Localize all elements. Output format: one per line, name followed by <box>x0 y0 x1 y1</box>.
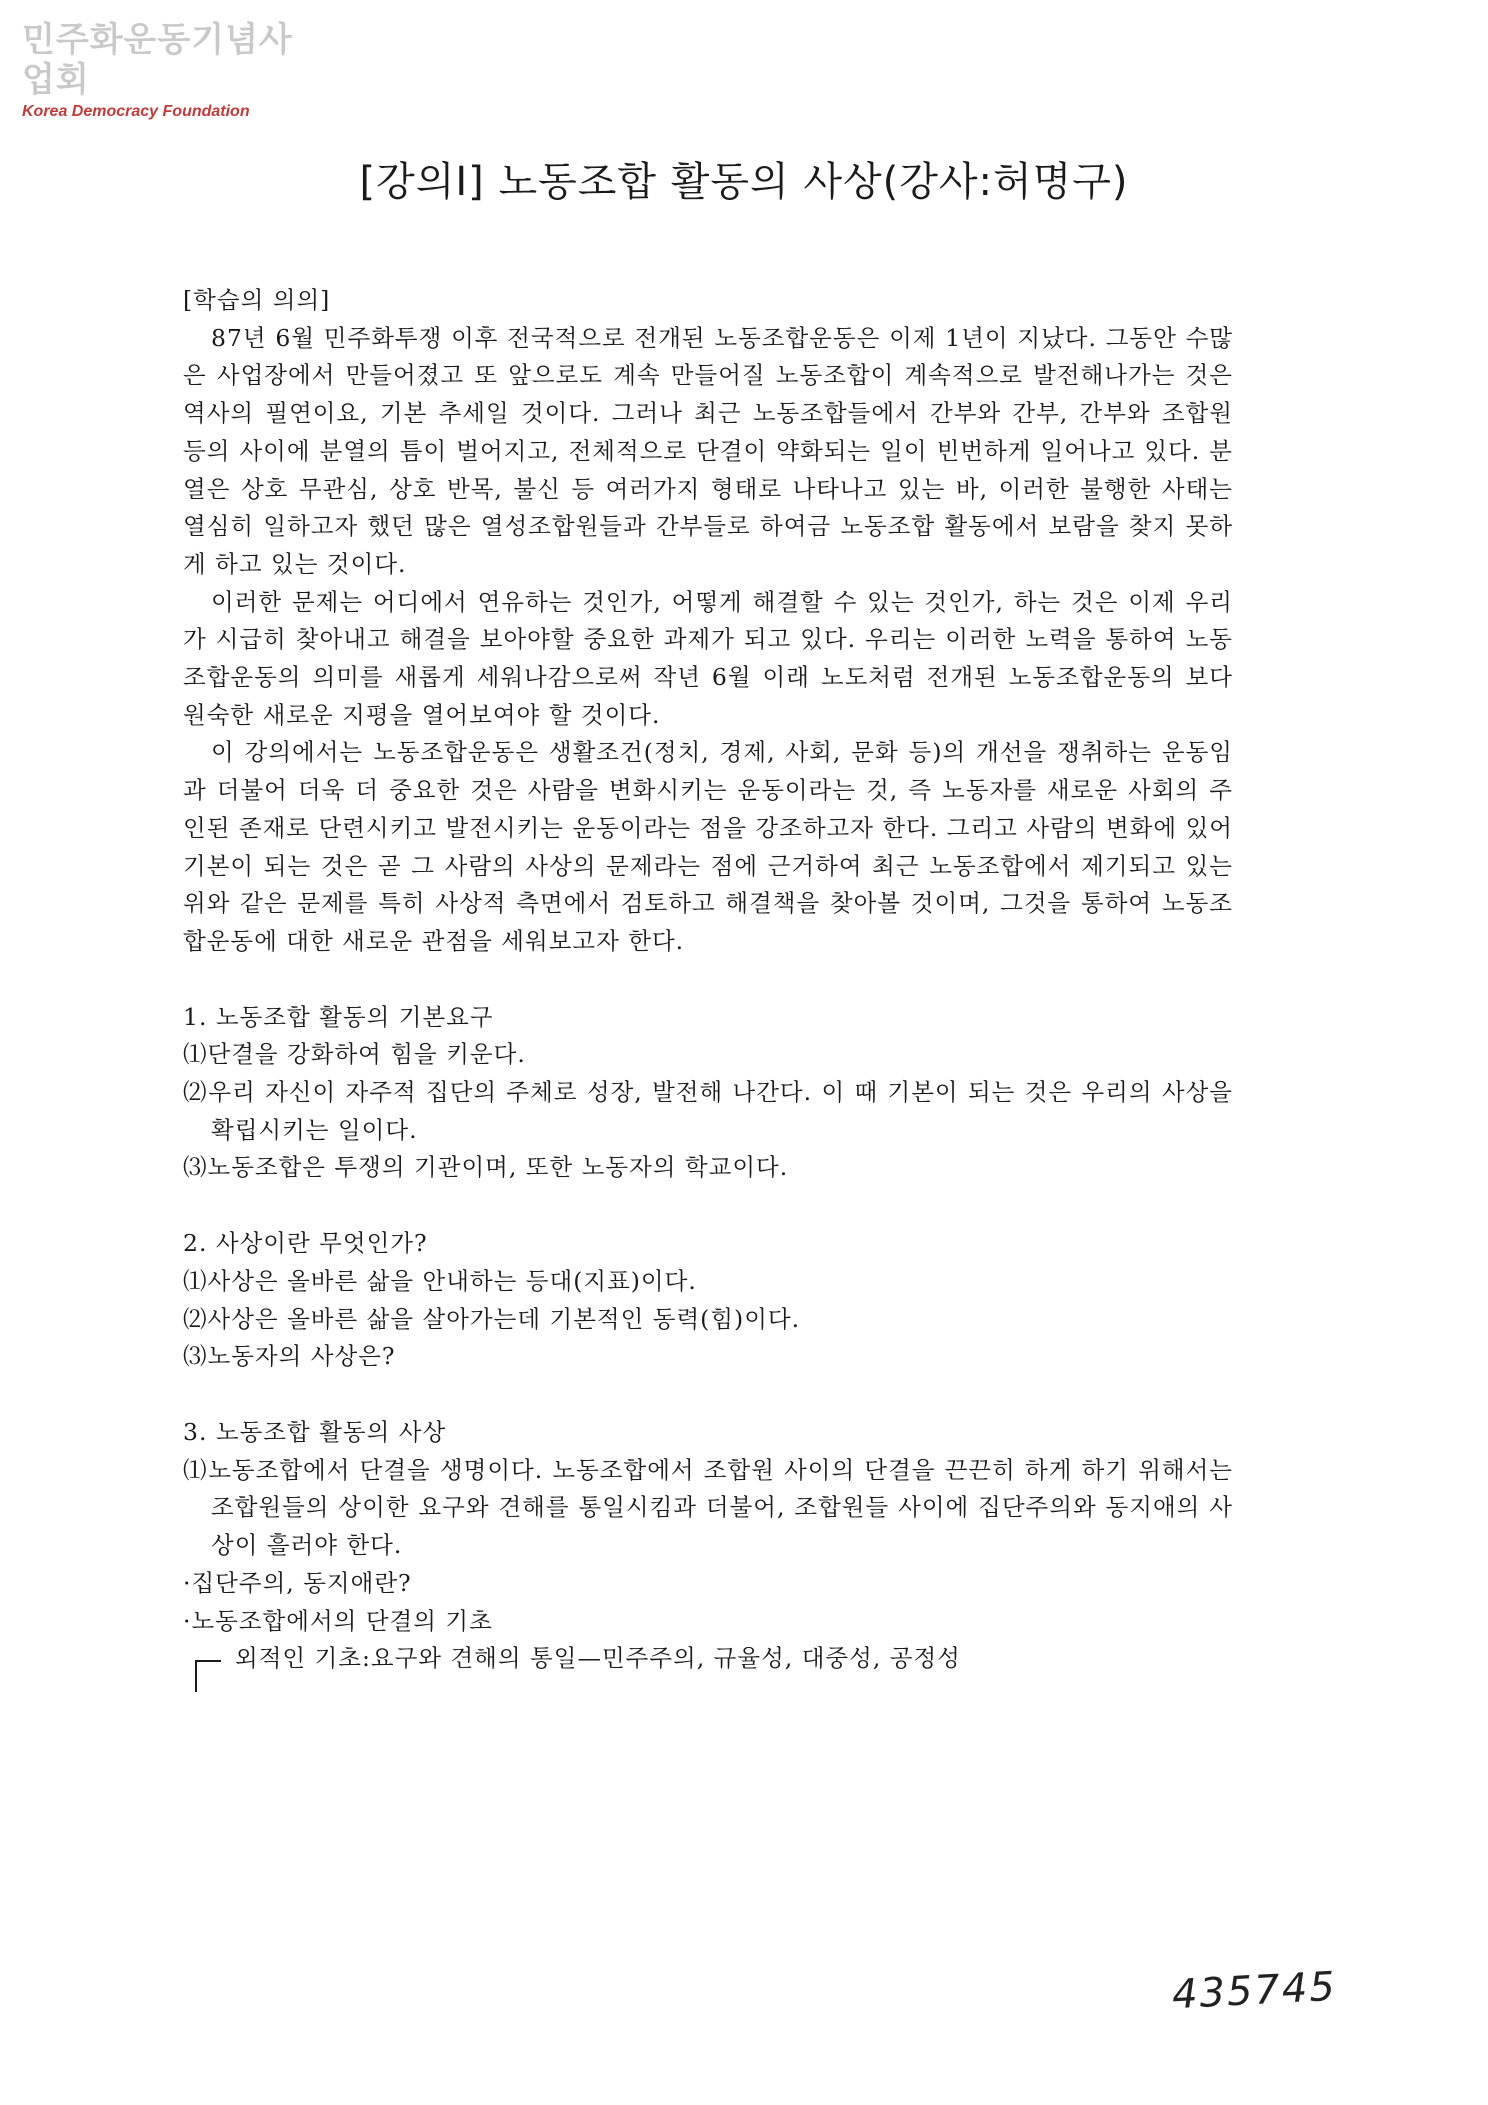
document-body <box>183 282 1233 1678</box>
section-2-item-2: ⑵사상은 올바른 삶을 살아가는데 기본적인 동력(힘)이다. <box>183 1304 801 1333</box>
section-1-item-3: ⑶노동조합은 투쟁의 기관이며, 또한 노동자의 학교이다. <box>183 1153 789 1182</box>
lecture-title: [강의Ⅰ] 노동조합 활동의 사상(강사:허명구) <box>359 159 1129 205</box>
section-3-bullet-1: ·집단주의, 동지애란? <box>183 1568 412 1597</box>
section-3-item-1: ⑴노동조합에서 단결을 생명이다. 노동조합에서 조합원 사이의 단결을 끈끈히 하게 하기 위해서는 조합원들의 상이한 요구와 견해를 통일시킴과 더불어, 조합원들 사이에 집단주의와 동지애의 사상이 흘러야 한다. <box>183 1455 1233 1560</box>
section-1-heading: 1. 노동조합 활동의 기본요구 <box>183 1002 494 1031</box>
section-2-item-3: ⑶노동자의 사상은? <box>183 1342 396 1371</box>
section-2-item-1: ⑴사상은 올바른 삶을 안내하는 등대(지표)이다. <box>183 1266 697 1295</box>
section-3-bracket-line <box>183 1640 1233 1678</box>
intro-paragraph-2: 이러한 문제는 어디에서 연유하는 것인가, 어떻게 해결할 수 있는 것인가, 하는 것은 이제 우리가 시급히 찾아내고 해결을 보아야할 중요한 과제가 되고 있다. 우리는 이러한 노력을 통하여 노동조합운동의 의미를 새롭게 세워나감으로써 작년 6월 이래 노도처럼 전개된 노동조합운동의 보다 원숙한 새로운 지평을 열어보여야 할 것이다. <box>183 587 1233 729</box>
foundation-watermark <box>22 20 322 122</box>
intro-paragraph-1: 87년 6월 민주화투쟁 이후 전국적으로 전개된 노동조합운동은 이제 1년이 지났다. 그동안 수많은 사업장에서 만들어졌고 또 앞으로도 계속 만들어질 노동조합이 계속적으로 발전해나가는 것은 역사의 필연이요, 기본 추세일 것이다. 그러나 최근 노동조합들에서 간부와 간부, 간부와 조합원 등의 사이에 분열의 틈이 벌어지고, 전체적으로 단결이 약화되는 일이 빈번하게 일어나고 있다. 분열은 상호 무관심, 상호 반목, 불신 등 여러가지 형태로 나타나고 있는 바, 이러한 불행한 사태는 열심히 일하고자 했던 많은 열성조합원들과 간부들로 하여금 노동조합 활동에서 보람을 찾지 못하게 하고 있는 것이다. <box>183 323 1233 578</box>
section-2-heading: 2. 사상이란 무엇인가? <box>183 1229 428 1258</box>
section-3-bullet-2: ·노동조합에서의 단결의 기초 <box>183 1606 493 1635</box>
section-1-item-2: ⑵우리 자신이 자주적 집단의 주체로 성장, 발전해 나간다. 이 때 기본이 되는 것은 우리의 사상을 확립시키는 일이다. <box>183 1078 1233 1144</box>
intro-heading: [학습의 의의] <box>183 286 331 314</box>
bracket-mark <box>195 1660 221 1692</box>
watermark-korean: 민주화운동기념사업회 <box>22 20 293 100</box>
section-1-item-1: ⑴단결을 강화하여 힘을 키운다. <box>183 1040 526 1069</box>
bracket-line-text: 외적인 기초:요구와 견해의 통일—민주주의, 규율성, 대중성, 공정성 <box>235 1644 961 1673</box>
handwritten-page-number: 435745 <box>1170 1963 1338 2019</box>
section-3-heading: 3. 노동조합 활동의 사상 <box>183 1417 447 1446</box>
intro-paragraph-3: 이 강의에서는 노동조합운동은 생활조건(정치, 경제, 사회, 문화 등)의 개선을 쟁취하는 운동임과 더불어 더욱 더 중요한 것은 사람을 변화시키는 운동이라는 것, 즉 노동자를 새로운 사회의 주인된 존재로 단련시키고 발전시키는 운동이라는 점을 강조하고자 한다. 그리고 사람의 변화에 있어 기본이 되는 것은 곧 그 사람의 사상의 문제라는 점에 근거하여 최근 노동조합에서 제기되고 있는 위와 같은 문제를 특히 사상적 측면에서 검토하고 해결책을 찾아볼 것이며, 그것을 통하여 노동조합운동에 대한 새로운 관점을 세워보고자 한다. <box>183 738 1233 955</box>
watermark-english: Korea Democracy Foundation <box>22 103 250 120</box>
